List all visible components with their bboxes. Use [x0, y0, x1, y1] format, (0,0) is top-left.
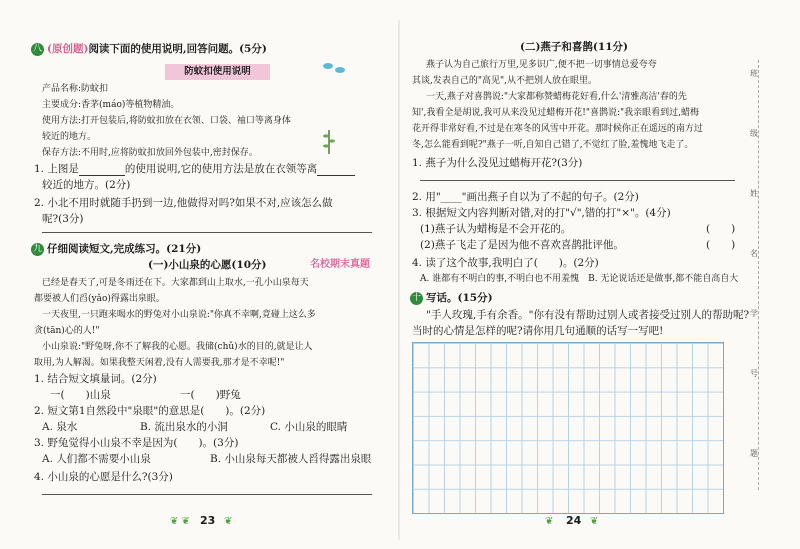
passage-line: 花开得非常好看,不过是在寒冬的风雪中开花。那时候你正在遥远的南方过 — [412, 124, 703, 134]
instruction-box-title: 防蚊扣使用说明 — [165, 64, 270, 80]
judge-paren-2[interactable]: ( ) — [706, 239, 736, 251]
passage-line: 其谈,发表自己的"高见",从不把别人放在眼里。 — [412, 76, 598, 86]
question-8-badge: 八 — [32, 44, 42, 54]
option-b[interactable]: B. 小山泉每天都被人舀得露出泉眼 — [210, 453, 372, 465]
side-label: 号 — [750, 369, 758, 378]
question-8-title — [47, 42, 267, 56]
sprout-icon: ❦ — [545, 516, 554, 527]
birds-icon — [320, 60, 350, 78]
question-8-title-text: 阅读下面的使用说明,回答问题。(5分) — [88, 43, 267, 55]
option-a[interactable]: A. 泉水 — [42, 421, 78, 433]
question-8-2: 2. 小北不用时就随手扔到一边,他做得对吗?如果不对,应该怎么做 — [34, 197, 333, 209]
answer-blank[interactable] — [79, 164, 125, 176]
option-b[interactable]: B. 流出泉水的小洞 — [140, 421, 228, 433]
sprout-icon: ❦ — [224, 516, 233, 527]
question-9-2: 2. 短文第1自然段中"泉眼"的意思是( )。(2分) — [34, 405, 266, 417]
instruction-line-5: 保存方法:不用时,应将防蚊扣放回外包装中,密封保存。 — [42, 148, 258, 158]
instruction-line-1: 产品名称:防蚊扣 — [42, 84, 109, 94]
option-c[interactable]: C. 小山泉的眼睛 — [270, 421, 348, 433]
answer-line[interactable] — [42, 494, 372, 495]
question-s2-4: 4. 读了这个故事,我明白了( )。(2分) — [412, 257, 599, 269]
side-label: 级 — [750, 129, 758, 138]
sprout-icon: ❦ — [590, 516, 599, 527]
question-9-badge: 九 — [32, 244, 42, 254]
question-9-1-item-2[interactable]: 一( )野兔 — [180, 389, 241, 401]
instruction-line-4: 较近的地方。 — [42, 132, 97, 142]
option-a[interactable]: A. 人们都不需要小山泉 — [42, 453, 151, 465]
section-1-tag: 名校期末真题 — [310, 259, 370, 270]
plant-icon — [322, 128, 336, 154]
question-s2-2: 2. 用"____"画出燕子自以为了不起的句子。(2分) — [412, 191, 639, 203]
question-10-prompt-2: 当时的心情是怎样的呢?请你用几句通顺的话写一写吧! — [412, 325, 664, 337]
side-label: 班 — [750, 69, 758, 78]
sprout-icon: ❦ ❦ — [170, 516, 190, 527]
passage-line: 小山泉说:"野兔呀,你不了解我的心愿。我储(chǔ)水的目的,就是让人 — [42, 342, 313, 352]
answer-blank[interactable] — [317, 164, 355, 176]
page-number-right: 24 — [566, 514, 582, 527]
question-9-3: 3. 野兔觉得小山泉不幸是因为( )。(3分) — [34, 437, 239, 449]
question-8-1 — [34, 162, 355, 176]
passage-line: 都要被人们舀(yǎo)得露出泉眼。 — [34, 294, 165, 304]
side-label: 学 — [750, 309, 758, 318]
section-1-title: (一)小山泉的心愿(10分) — [148, 259, 267, 271]
question-s2-4-options[interactable]: A. 谁都有不明白的事,不明白也不用羞愧 B. 无论说话还是做事,都不能自高自大 — [420, 274, 739, 284]
answer-line[interactable] — [420, 180, 735, 181]
instruction-line-3: 使用方法:打开包装后,将防蚊扣放在衣领、口袋、袖口等离身体 — [42, 116, 291, 126]
passage-line: 燕子认为自己旅行万里,见多识广,便不把一切事情总爱夸夸 — [426, 60, 657, 70]
judge-item-2: (2)燕子飞走了是因为他不喜欢喜鹊批评他。 — [420, 239, 624, 251]
passage-line: 一天夜里,一只跑来喝水的野兔对小山泉说:"你真不幸啊,竟碰上这么多 — [42, 310, 316, 320]
passage-line: 取用,为人解渴。如果我整天闲着,没有人需要我,那才是不幸呢!" — [34, 358, 285, 368]
passage-line: 知',我看全是胡说,我可从来没见过蜡梅开花!"喜鹊说:"我亲眼看到过,蜡梅 — [412, 108, 699, 118]
page-number-left: 23 — [200, 514, 216, 527]
side-label: 姓 — [750, 189, 758, 198]
passage-line: 冬,怎么能看到呢?"燕子一听,自知自己错了,不觉红了脸,羞愧地飞走了。 — [412, 140, 694, 150]
binding-line — [758, 60, 759, 490]
judge-item-1: (1)燕子认为蜡梅是不会开花的。 — [420, 223, 572, 235]
question-9-1: 1. 结合短文填量词。(2分) — [34, 373, 157, 385]
question-9-4: 4. 小山泉的心愿是什么?(3分) — [34, 471, 173, 483]
question-9-title: 仔细阅读短文,完成练习。(21分) — [47, 243, 202, 255]
section-2-title: (二)燕子和喜鹊(11分) — [520, 41, 628, 53]
question-9-1-item-1[interactable]: 一( )山泉 — [50, 389, 111, 401]
passage-line: 已经是春天了,可是冬雨还在下。大家都到山上取水,一孔小山泉每天 — [42, 278, 309, 288]
question-8-1-part-b: 的使用说明,它的使用方法是放在衣领等离 — [124, 163, 318, 175]
side-label: 题 — [750, 449, 758, 458]
passage-line: 一天,燕子对喜鹊说:"大家都称赞蜡梅花好看,什么'清雅高洁'春的先 — [426, 92, 687, 102]
question-8-tag: (原创题) — [47, 43, 89, 55]
question-10-badge: 十 — [411, 293, 421, 303]
question-s2-3: 3. 根据短文内容判断对错,对的打"√",错的打"×"。(4分) — [412, 207, 671, 219]
judge-paren-1[interactable]: ( ) — [706, 223, 736, 235]
question-10-title: 写话。(15分) — [426, 292, 493, 304]
writing-grid[interactable] — [412, 342, 724, 514]
question-8-1-cont: 较近的地方。(2分) — [42, 179, 131, 191]
question-s2-1: 1. 燕子为什么没见过蜡梅开花?(3分) — [412, 157, 583, 169]
instruction-line-2: 主要成分:香茅(máo)等植物精油。 — [42, 100, 180, 110]
question-10-prompt-1: "手人玫瑰,手有余香。"你有没有帮助过别人或者接受过别人的帮助呢? — [426, 309, 750, 321]
side-label: 名 — [750, 249, 758, 258]
answer-line[interactable] — [42, 232, 372, 233]
question-8-1-part-a: 1. 上图是 — [34, 163, 79, 175]
passage-line: 贪(tān)心的人!" — [34, 326, 100, 336]
question-8-2-cont: 呢?(3分) — [42, 213, 84, 225]
